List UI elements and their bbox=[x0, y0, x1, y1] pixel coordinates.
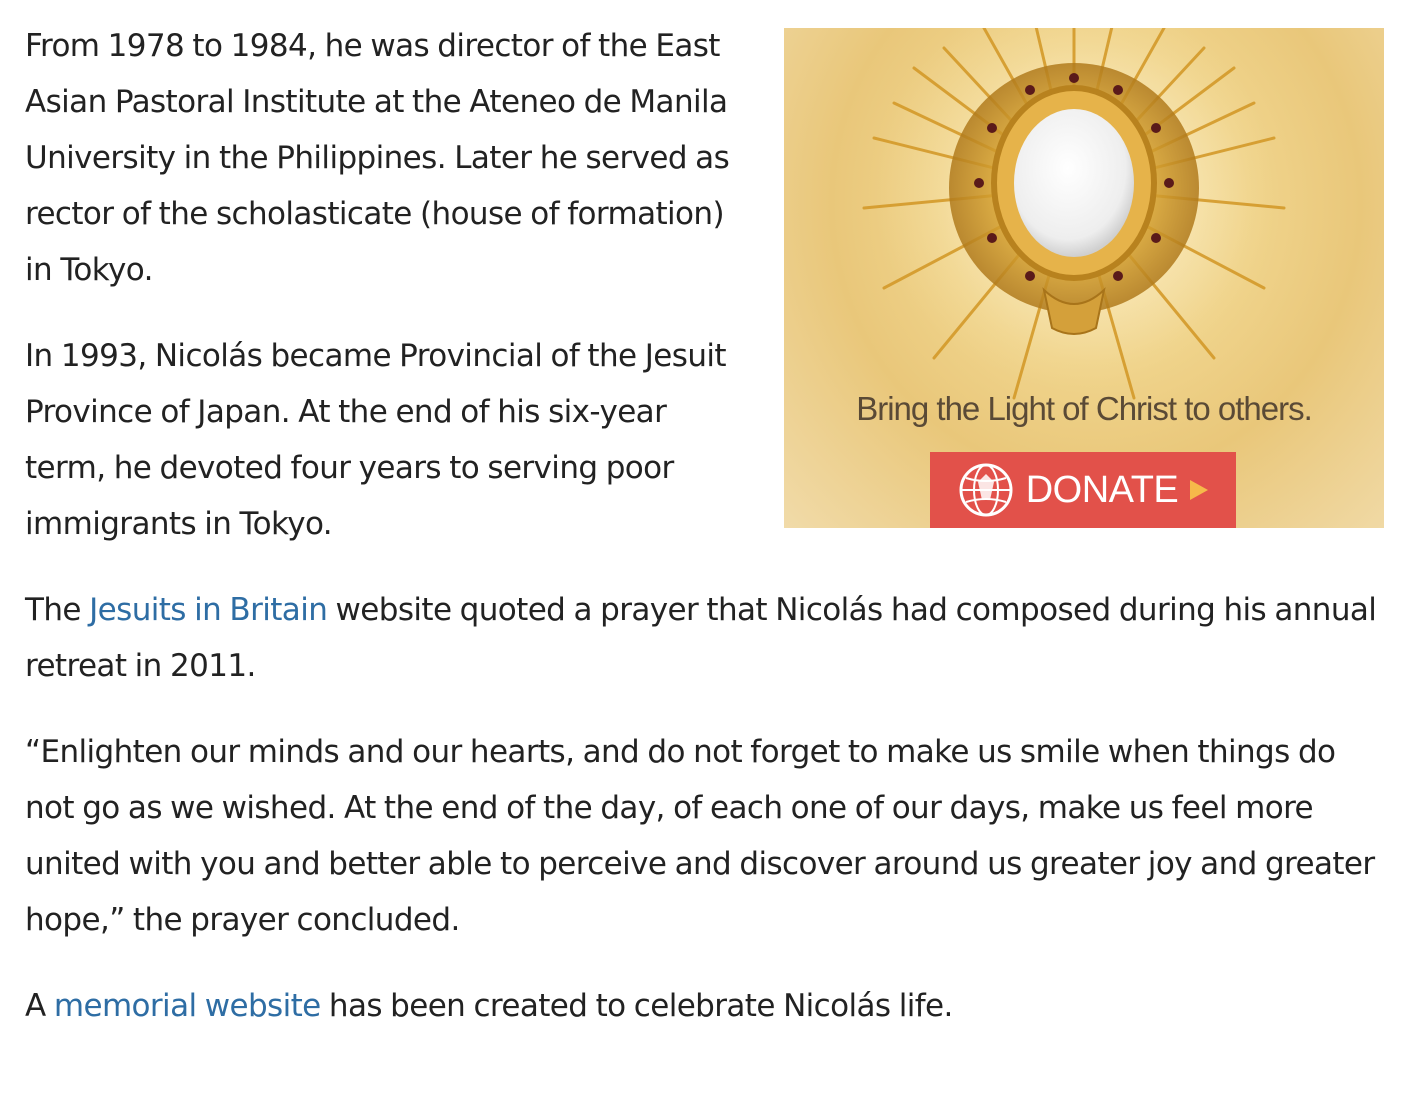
text-segment: The bbox=[25, 592, 90, 628]
play-icon bbox=[1188, 478, 1210, 502]
text-segment: has been created to celebrate Nicolás life. bbox=[320, 988, 953, 1024]
monstrance-icon bbox=[784, 28, 1384, 408]
paragraph-memorial bbox=[25, 978, 1385, 1034]
paragraph-prayer-quote: “Enlighten our minds and our hearts, and do not forget to make us smile when things do not go as we wished. At the end of the day, of each one of our days, make us feel more united with you and better able to perceive and discover around us greater joy and greater hope,” the prayer concluded. bbox=[25, 734, 1375, 938]
memorial-website-link[interactable]: memorial website bbox=[53, 988, 321, 1024]
ad-tagline: Bring the Light of Christ to others. bbox=[856, 390, 1312, 427]
paragraph-jesuits-britain bbox=[25, 582, 1385, 694]
donation-ad-banner[interactable] bbox=[784, 28, 1384, 528]
text-segment: website quoted a prayer that Nicolás had composed during his annual retreat in 2011. bbox=[25, 592, 1377, 684]
donate-button[interactable] bbox=[930, 452, 1236, 528]
jesuits-in-britain-link[interactable]: Jesuits in Britain bbox=[89, 592, 328, 628]
globe-icon bbox=[956, 460, 1016, 520]
donate-label: DONATE bbox=[1025, 468, 1179, 511]
paragraph-provincial: In 1993, Nicolás became Provincial of the Jesuit Province of Japan. At the end of his six-year term, he devoted four years to serving poor immigrants in Tokyo. bbox=[25, 338, 726, 542]
text-segment: A bbox=[25, 988, 54, 1024]
paragraph-career: From 1978 to 1984, he was director of the East Asian Pastoral Institute at the Ateneo de Manila University in the Philippines. Later he served as rector of the scholasticate (house of formation) in Tokyo. bbox=[25, 28, 730, 288]
